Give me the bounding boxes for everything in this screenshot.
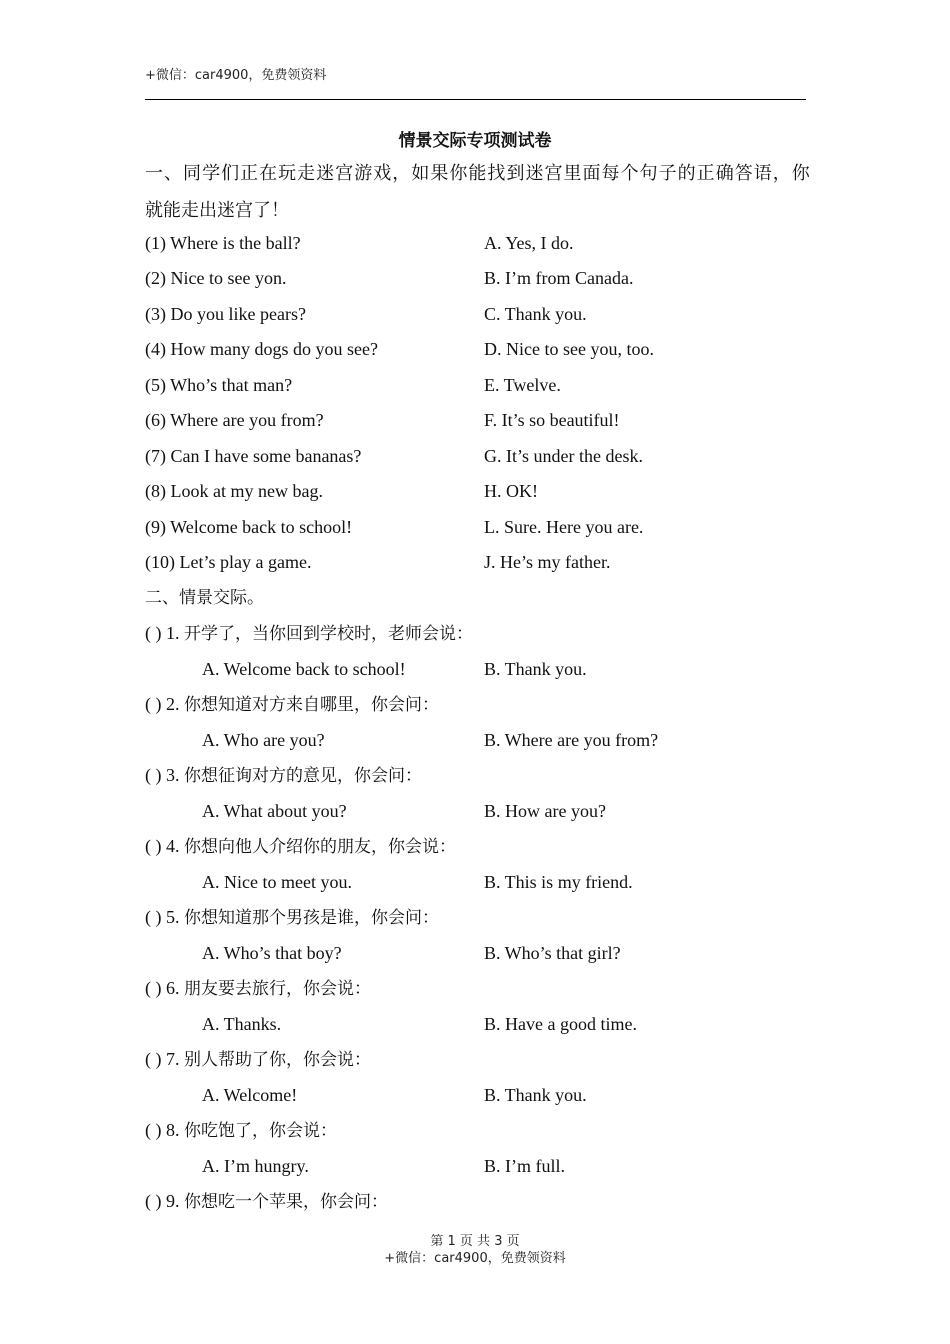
match-answer: H. OK!	[484, 481, 538, 501]
option-a: A. Who are you?	[202, 730, 325, 750]
option-b: B. Have a good time.	[484, 1014, 637, 1034]
option-a: A. Welcome!	[202, 1085, 298, 1105]
match-row	[145, 547, 611, 577]
question-prompt: 你想知道对方来自哪里，你会问：	[184, 695, 439, 715]
match-row	[145, 334, 654, 364]
match-row	[145, 476, 538, 506]
option-a: A. Who’s that boy?	[202, 943, 342, 963]
section2-heading: 二、情景交际。	[145, 588, 264, 608]
option-b: B. Who’s that girl?	[484, 943, 621, 963]
option-b: B. Thank you.	[484, 659, 587, 679]
match-row	[145, 512, 644, 542]
question-prompt: 朋友要去旅行，你会说：	[184, 979, 371, 999]
option-a: A. I’m hungry.	[202, 1156, 309, 1176]
quiz-options	[202, 867, 633, 897]
quiz-question	[145, 902, 439, 932]
header-divider	[145, 99, 806, 100]
match-answer: E. Twelve.	[484, 375, 561, 395]
match-answer: D. Nice to see you, too.	[484, 339, 654, 359]
quiz-question	[145, 1115, 337, 1145]
quiz-options	[202, 1151, 565, 1181]
match-question: (3) Do you like pears?	[145, 304, 306, 324]
footer-note: +微信：car4900，免费领资料	[384, 1251, 566, 1266]
question-prompt: 你吃饱了，你会说：	[184, 1121, 337, 1141]
option-b: B. Thank you.	[484, 1085, 587, 1105]
quiz-options	[202, 796, 606, 826]
match-question: (5) Who’s that man?	[145, 375, 293, 395]
match-question: (9) Welcome back to school!	[145, 517, 353, 537]
section1-instruction	[145, 155, 810, 229]
quiz-question	[145, 618, 473, 648]
match-question: (10) Let’s play a game.	[145, 552, 312, 572]
quiz-question	[145, 973, 371, 1003]
question-prompt: 你想向他人介绍你的朋友，你会说：	[184, 837, 456, 857]
question-prompt: 你想征询对方的意见，你会问：	[184, 766, 422, 786]
match-answer: A. Yes, I do.	[484, 233, 574, 253]
match-question: (1) Where is the ball?	[145, 233, 301, 253]
match-answer: L. Sure. Here you are.	[484, 517, 644, 537]
question-number: ( ) 3.	[145, 765, 180, 785]
match-answer: J. He’s my father.	[484, 552, 611, 572]
question-number: ( ) 7.	[145, 1049, 180, 1069]
question-prompt: 别人帮助了你，你会说：	[184, 1050, 371, 1070]
instruction-line-2: 就能走出迷宫了！	[145, 200, 289, 221]
match-question: (2) Nice to see yon.	[145, 268, 287, 288]
match-answer: F. It’s so beautiful!	[484, 410, 620, 430]
question-prompt: 开学了，当你回到学校时，老师会说：	[184, 624, 473, 644]
match-answer: C. Thank you.	[484, 304, 587, 324]
question-prompt: 你想吃一个苹果，你会问：	[184, 1192, 388, 1212]
question-number: ( ) 4.	[145, 836, 180, 856]
match-question: (8) Look at my new bag.	[145, 481, 323, 501]
question-number: ( ) 2.	[145, 694, 180, 714]
quiz-question	[145, 689, 439, 719]
option-a: A. Thanks.	[202, 1014, 282, 1034]
quiz-question	[145, 831, 456, 861]
match-question: (6) Where are you from?	[145, 410, 324, 430]
quiz-question	[145, 760, 422, 790]
option-a: A. Nice to meet you.	[202, 872, 352, 892]
option-a: A. What about you?	[202, 801, 347, 821]
option-b: B. How are you?	[484, 801, 606, 821]
match-answer: B. I’m from Canada.	[484, 268, 634, 288]
match-row	[145, 405, 620, 435]
quiz-options	[202, 938, 621, 968]
match-row	[145, 228, 574, 258]
quiz-options	[202, 725, 659, 755]
option-b: B. This is my friend.	[484, 872, 633, 892]
match-answer: G. It’s under the desk.	[484, 446, 643, 466]
question-number: ( ) 9.	[145, 1191, 180, 1211]
option-a: A. Welcome back to school!	[202, 659, 406, 679]
question-number: ( ) 6.	[145, 978, 180, 998]
quiz-options	[202, 1009, 637, 1039]
match-row	[145, 263, 634, 293]
match-question: (7) Can I have some bananas?	[145, 446, 362, 466]
match-row	[145, 299, 587, 329]
match-row	[145, 370, 561, 400]
question-number: ( ) 1.	[145, 623, 180, 643]
header-note: +微信：car4900，免费领资料	[145, 68, 327, 83]
option-b: B. I’m full.	[484, 1156, 565, 1176]
match-row	[145, 441, 643, 471]
quiz-question	[145, 1044, 371, 1074]
option-b: B. Where are you from?	[484, 730, 659, 750]
page-number: 第 1 页 共 3 页	[430, 1234, 520, 1249]
quiz-options	[202, 654, 587, 684]
page-title: 情景交际专项测试卷	[398, 131, 552, 151]
question-number: ( ) 5.	[145, 907, 180, 927]
quiz-options	[202, 1080, 587, 1110]
instruction-line-1: 一、同学们正在玩走迷宫游戏，如果你能找到迷宫里面每个句子的正确答语，你	[145, 163, 810, 184]
quiz-question	[145, 1186, 388, 1216]
question-number: ( ) 8.	[145, 1120, 180, 1140]
match-question: (4) How many dogs do you see?	[145, 339, 378, 359]
question-prompt: 你想知道那个男孩是谁，你会问：	[184, 908, 439, 928]
